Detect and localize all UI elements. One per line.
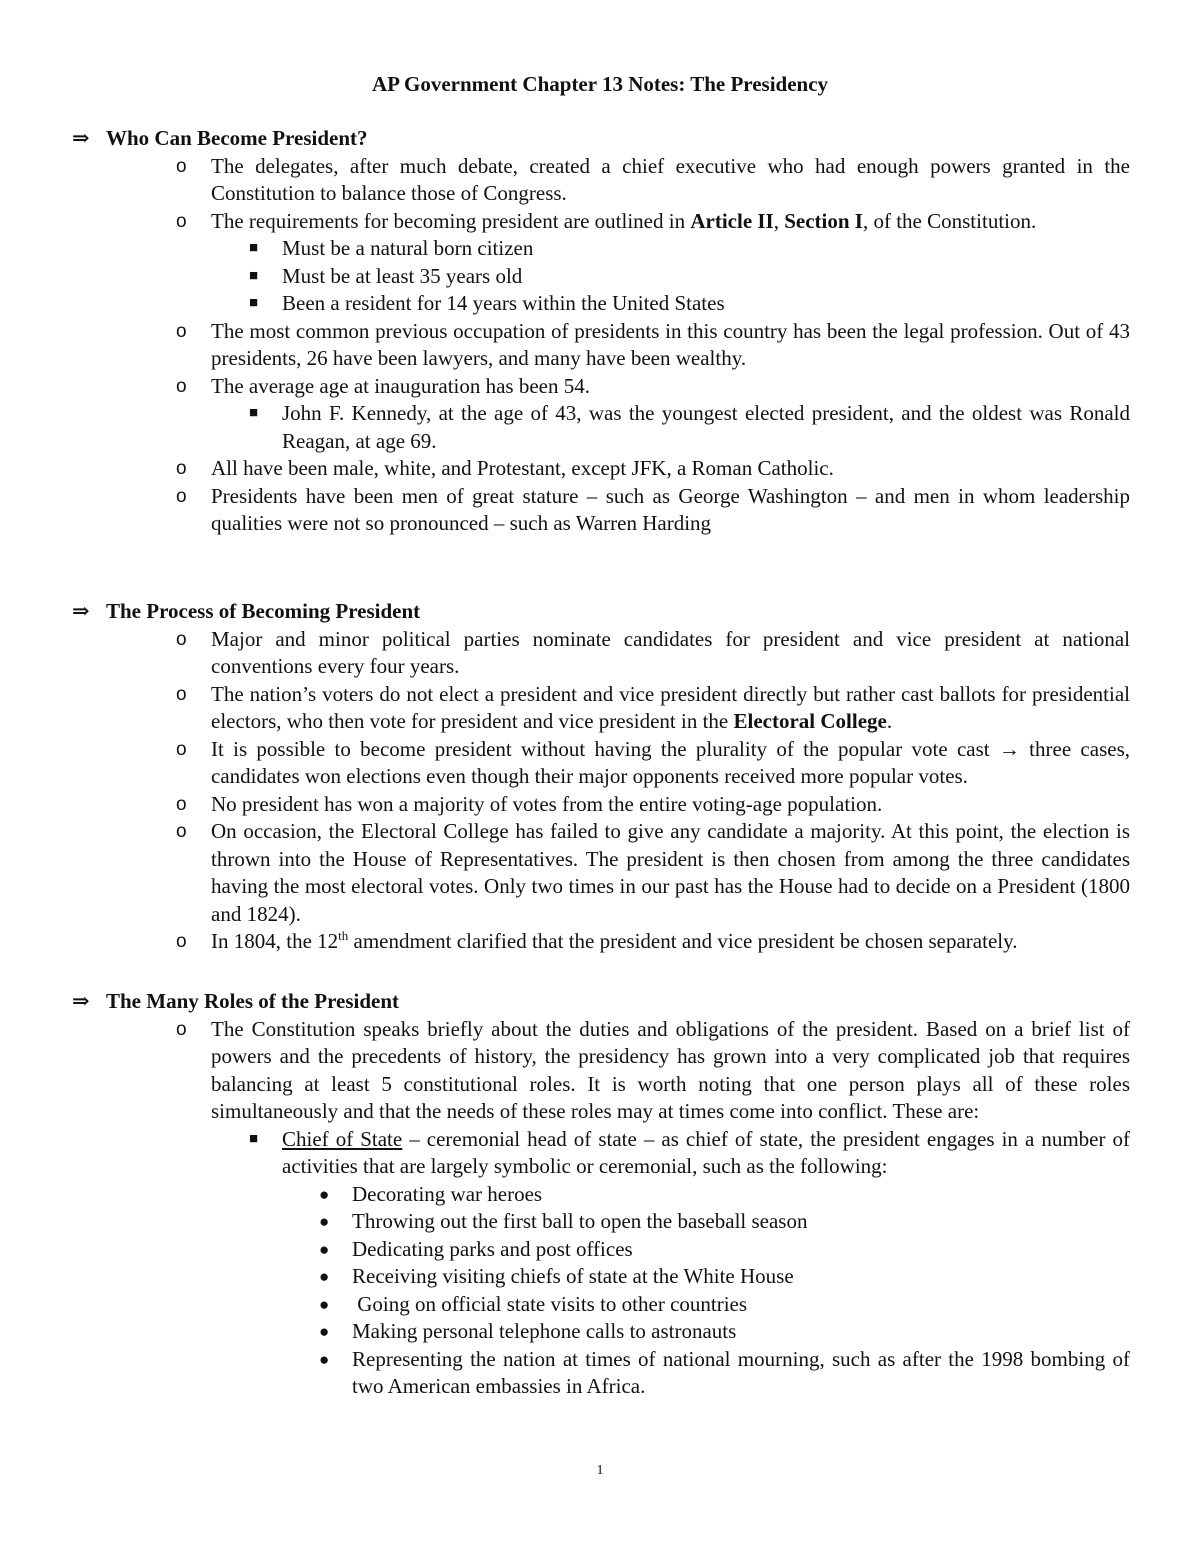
circle-bullet-icon: o [176, 683, 187, 705]
list-item: o Major and minor political parties nominate candidates for president and vice president at national conventions every four years. [176, 626, 1130, 678]
list-item: o The average age at inauguration has been 54. [72, 373, 1130, 401]
list-item: ● Making personal telephone calls to astronauts [72, 1318, 1130, 1346]
circle-bullet-icon: o [176, 793, 187, 815]
list-item: o The most common previous occupation of presidents in this country has been the legal profession. Out of 43 presidents, 26 have been lawyers, and many have been wealthy. [176, 318, 1130, 370]
square-bullet-icon: ■ [249, 1130, 259, 1147]
circle-bullet-icon: o [176, 458, 187, 479]
list-item: ● Receiving visiting chiefs of state at the White House [72, 1263, 1130, 1291]
list-item: ■ Chief of State – ceremonial head of state – as chief of state, the president engages in a number of activities that are largely symbolic or ceremonial, such as the following: [249, 1126, 1130, 1178]
circle-bullet-icon: o [176, 738, 187, 760]
section-heading: ⇒ Who Can Become President? [72, 125, 1130, 153]
circle-bullet-icon: o [176, 320, 187, 342]
dot-bullet-icon: ● [319, 1349, 330, 1369]
list-item: o The requirements for becoming president are outlined in Article II, Section I, of the Constitution. [72, 208, 1130, 236]
list-item: o No president has won a majority of votes from the entire voting-age population. [72, 791, 1130, 819]
list-item: ■ Must be at least 35 years old [72, 263, 1130, 291]
circle-bullet-icon: o [176, 210, 187, 232]
section-heading: ⇒ The Process of Becoming President [72, 598, 1130, 626]
list-item: ● Dedicating parks and post offices [72, 1236, 1130, 1264]
circle-bullet-icon: o [176, 821, 187, 842]
arrow-bullet-icon: ⇒ [72, 989, 90, 1013]
page-number: 1 [596, 1463, 604, 1478]
list-item: ● Throwing out the first ball to open the baseball season [72, 1208, 1130, 1236]
section-who-can-become-president [72, 125, 1130, 538]
list-item: o The delegates, after much debate, created a chief executive who had enough powers granted in the Constitution to balance those of Congress. [176, 153, 1130, 205]
section-many-roles-of-president [72, 988, 1130, 1401]
list-item: ■ Been a resident for 14 years within the United States [72, 290, 1130, 318]
article-reference: Article II [690, 208, 774, 233]
list-item: o The Constitution speaks briefly about the duties and obligations of the president. Based on a brief list of powers and the precedents of history, the presidency has grown into a very complicated job that requires balancing at least 5 constitutional roles. It is worth noting that one person plays all of these roles simultaneously and that the needs of these roles may at times come into conflict. These are: [176, 1016, 1130, 1123]
dot-bullet-icon: ● [319, 1239, 330, 1259]
electoral-college-term: Electoral College [733, 709, 887, 733]
circle-bullet-icon: o [176, 375, 187, 397]
section-reference: Section I [784, 208, 863, 233]
square-bullet-icon: ■ [249, 405, 259, 421]
list-item: ● Representing the nation at times of national mourning, such as after the 1998 bombing of two American embassies in Africa. [319, 1346, 1130, 1398]
role-label: Chief of State [282, 1126, 403, 1151]
list-item: o On occasion, the Electoral College has failed to give any candidate a majority. At this point, the election is thrown into the House of Representatives. The president is then chosen from among the three candidates having the most electoral votes. Only two times in our past has the House had to decide on a President (1800 and 1824). [176, 819, 1130, 926]
list-item: o All have been male, white, and Protestant, except JFK, a Roman Catholic. [72, 455, 1130, 483]
circle-bullet-icon: o [176, 931, 187, 952]
list-item: ■ Must be a natural born citizen [72, 235, 1130, 263]
list-item: o The nation’s voters do not elect a president and vice president directly but rather cast ballots for presidential electors, who then vote for president and vice president in the Electoral College. [176, 681, 1130, 733]
square-bullet-icon: ■ [249, 295, 259, 311]
list-item: ● Going on official state visits to other countries [72, 1291, 1130, 1319]
list-item: o In 1804, the 12th amendment clarified that the president and vice president be chosen separately. [72, 928, 1130, 956]
list-item: ■ John F. Kennedy, at the age of 43, was the youngest elected president, and the oldest was Ronald Reagan, at age 69. [249, 401, 1130, 453]
circle-bullet-icon: o [176, 1018, 187, 1040]
list-item: o Presidents have been men of great stature – such as George Washington – and men in whom leadership qualities were not so pronounced – such as Warren Harding [176, 483, 1130, 535]
circle-bullet-icon: o [176, 628, 187, 650]
dot-bullet-icon: ● [319, 1294, 330, 1314]
square-bullet-icon: ■ [249, 267, 259, 284]
section-heading: ⇒ The Many Roles of the President [72, 988, 1130, 1016]
document-title: AP Government Chapter 13 Notes: The Presidency [371, 72, 829, 96]
circle-bullet-icon: o [176, 155, 187, 177]
superscript: th [338, 928, 349, 943]
list-item: ● Decorating war heroes [72, 1181, 1130, 1209]
arrow-bullet-icon: ⇒ [72, 126, 90, 150]
section-process-of-becoming-president [72, 598, 1130, 956]
list-item: o It is possible to become president without having the plurality of the popular vote cast → three cases, candidates won elections even though their major opponents received more popular votes. [176, 736, 1130, 788]
square-bullet-icon: ■ [249, 240, 259, 256]
dot-bullet-icon: ● [319, 1184, 330, 1204]
dot-bullet-icon: ● [319, 1267, 330, 1286]
arrow-bullet-icon: ⇒ [72, 599, 90, 623]
circle-bullet-icon: o [176, 485, 187, 507]
dot-bullet-icon: ● [319, 1212, 330, 1231]
dot-bullet-icon: ● [319, 1322, 330, 1341]
